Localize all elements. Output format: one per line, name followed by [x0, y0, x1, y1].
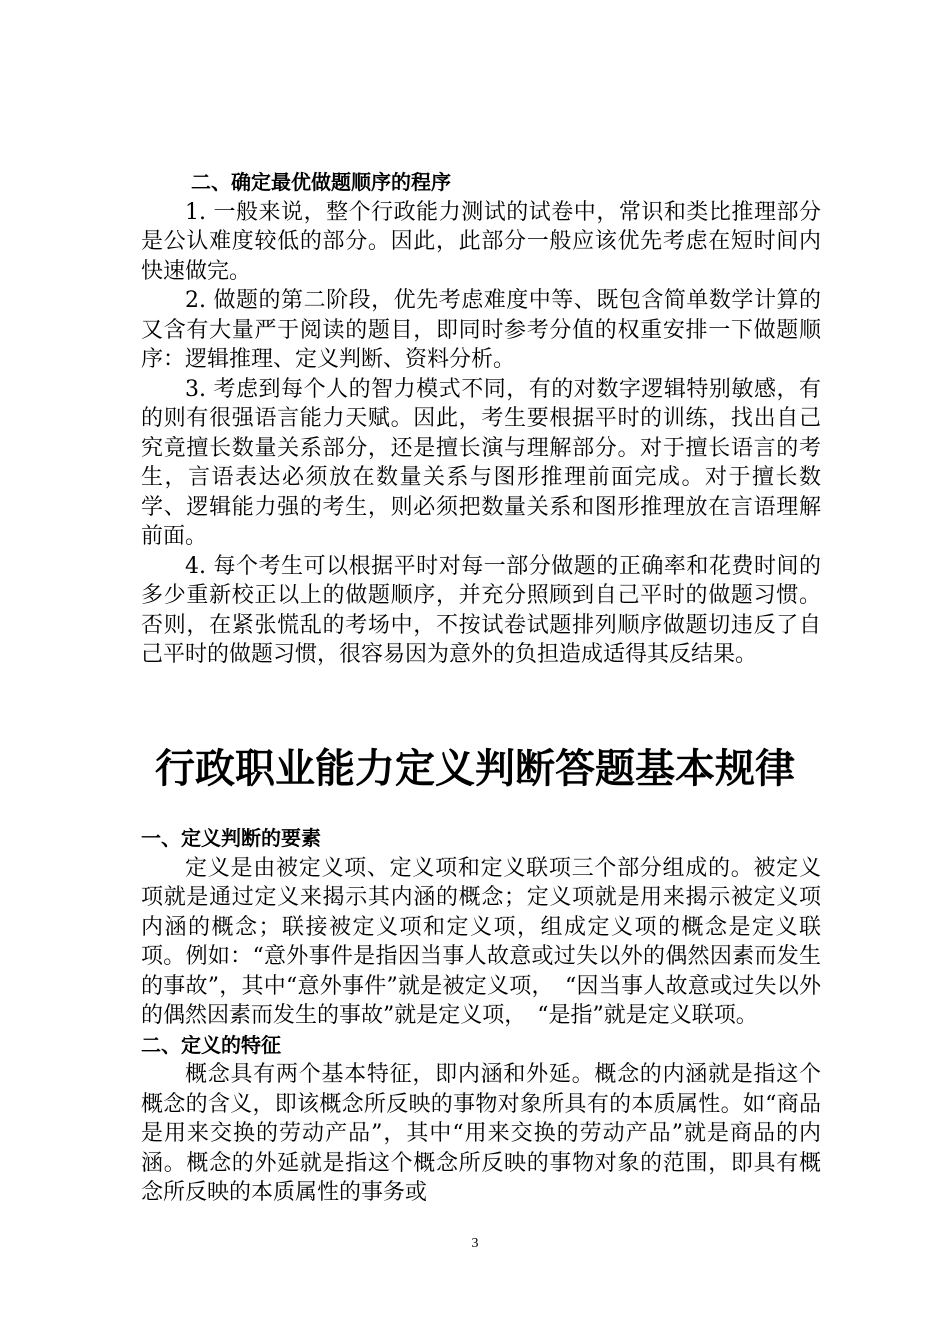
paragraph-order-4: 4. 每个考生可以根据平时对每一部分做题的正确率和花费时间的多少重新校正以上的做题顺序，并充分照顾到自己平时的做题习惯。否则，在紧张慌乱的考场中，不按试卷试题排列顺序做题切违反了自己平时的做题习惯，很容易因为意外的负担造成适得其反结果。 [141, 553, 821, 667]
page-number: 3 [471, 1236, 479, 1251]
paragraph-order-1: 1. 一般来说，整个行政能力测试的试卷中，常识和类比推理部分是公认难度较低的部分。因此，此部分一般应该优先考虑在短时间内快速做完。 [141, 199, 821, 284]
section-definition [141, 824, 821, 1208]
paragraph-order-3: 3. 考虑到每个人的智力模式不同，有的对数字逻辑特别敏感，有的则有很强语言能力天赋。因此，考生要根据平时的训练，找出自己究竟擅长数量关系部分，还是擅长演与理解部分。对于擅长语言的考生，言语表达必须放在数量关系与图形推理前面完成。对于擅长数学、逻辑能力强的考生，则必须把数量关系和图形推理放在言语理解前面。 [141, 376, 821, 549]
paragraph-features: 概念具有两个基本特征，即内涵和外延。概念的内涵就是指这个概念的含义，即该概念所反映的事物对象所具有的本质属性。如“商品是用来交换的劳动产品”，其中“用来交换的劳动产品”就是商品的内涵。概念的外延就是指这个概念所反映的事物对象的范围，即具有概念所反映的本质属性的事务或 [141, 1062, 821, 1205]
paragraph-elements: 定义是由被定义项、定义项和定义联项三个部分组成的。被定义项就是通过定义来揭示其内涵的概念；定义项就是用来揭示被定义项内涵的概念；联接被定义项和定义项，组成定义项的概念是定义联项。例如：“意外事件是指因当事人故意或过失以外的偶然因素而发生的事故”，其中“意外事件”就是被定义项， “因当事人故意或过失以外的偶然因素而发生的事故”就是定义项， “是指”就是定义联项。 [141, 855, 821, 1028]
section-order-procedure [141, 168, 821, 670]
section-heading-elements: 一、定义判断的要素 [141, 826, 321, 850]
article-title: 行政职业能力定义判断答题基本规律 [155, 746, 795, 792]
section-heading-features: 二、定义的特征 [141, 1032, 281, 1057]
paragraph-order-2: 2. 做题的第二阶段，优先考虑难度中等、既包含简单数学计算的又含有大量严于阅读的题目，即同时参考分值的权重安排一下做题顺序：逻辑推理、定义判断、资料分析。 [141, 288, 821, 372]
section-heading-order: 二、确定最优做题顺序的程序 [191, 170, 451, 194]
